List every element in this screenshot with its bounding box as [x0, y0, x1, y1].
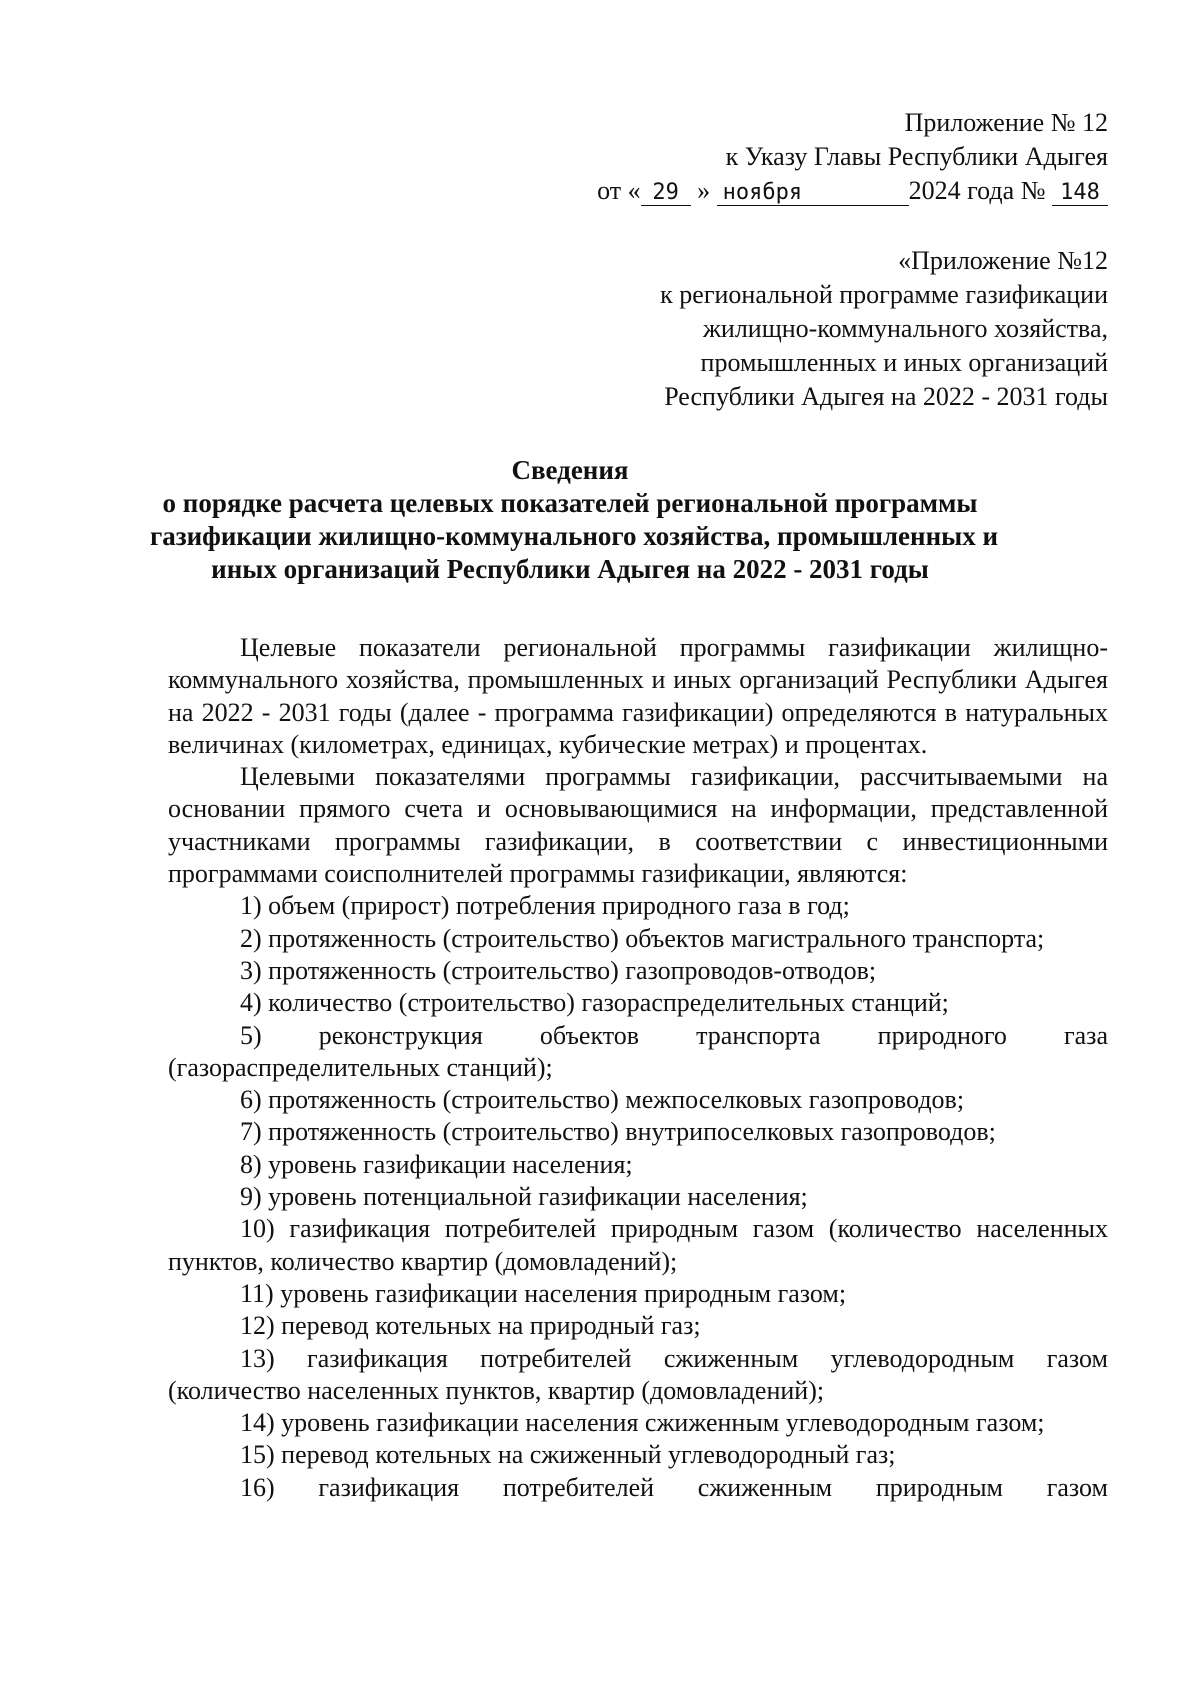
list-item: 5) реконструкция объектов транспорта природного газа (газораспределительных станций);: [168, 1020, 1108, 1082]
program-ref-line-4: промышленных и иных организаций: [700, 348, 1108, 377]
paragraph-indicators: Целевыми показателями программы газификации, рассчитываемыми на основании прямого счета и основывающимися на информации, представленной участниками программы газификации, в соответствии с инвестиционными программами соисполнителей программы газификации, являются:: [168, 762, 1108, 889]
program-ref-line-1: «Приложение №12: [898, 246, 1108, 275]
appendix-header: [597, 106, 1108, 208]
list-item: 2) протяженность (строительство) объектов магистрального транспорта;: [240, 923, 1045, 953]
list-item: 16) газификация потребителей сжиженным природным газом: [240, 1472, 1108, 1502]
list-item: 10) газификация потребителей природным газом (количество населенных пунктов, количество квартир (домовладений);: [168, 1214, 1108, 1276]
year-label: 2024 года №: [908, 176, 1046, 205]
list-item: 6) протяженность (строительство) межпоселковых газопроводов;: [240, 1085, 965, 1115]
list-item: 9) уровень потенциальной газификации населения;: [240, 1182, 808, 1212]
handwritten-month: ноября: [717, 181, 909, 206]
title-line-2: о порядке расчета целевых показателей региональной программы: [162, 488, 978, 518]
decree-date-line: [597, 174, 1108, 208]
list-item: 7) протяженность (строительство) внутрипоселковых газопроводов;: [240, 1117, 996, 1147]
list-item: 8) уровень газификации населения;: [240, 1149, 633, 1179]
document-title: [150, 454, 999, 586]
list-item: 1) объем (прирост) потребления природного газа в год;: [240, 891, 850, 921]
list-item: 14) уровень газификации населения сжиженным углеводородным газом;: [240, 1408, 1045, 1438]
program-ref-line-5: Республики Адыгея на 2022 - 2031 годы: [664, 382, 1108, 411]
list-item: 11) уровень газификации населения природным газом;: [240, 1278, 847, 1308]
paragraph-intro: Целевые показатели региональной программы газификации жилищно-коммунального хозяйства, промышленных и иных организаций Республики Адыгея на 2022 - 2031 годы (далее - программа газификации) определяются в натуральных величинах (километрах, единицах, кубические метрах) и процентах.: [168, 633, 1108, 759]
decree-reference: к Указу Главы Республики Адыгея: [725, 142, 1108, 171]
date-mid: »: [697, 176, 711, 205]
program-ref-line-3: жилищно-коммунального хозяйства,: [702, 314, 1108, 343]
title-line-1: Сведения: [511, 455, 629, 485]
program-reference: [660, 244, 1108, 414]
program-ref-line-2: к региональной программе газификации: [660, 280, 1108, 309]
list-item: 3) протяженность (строительство) газопроводов-отводов;: [240, 955, 877, 985]
handwritten-number: 148: [1052, 181, 1108, 206]
document-body: [168, 632, 1108, 1504]
title-line-4: иных организаций Республики Адыгея на 2022 - 2031 годы: [211, 554, 929, 584]
date-prefix: от «: [597, 176, 641, 205]
list-item: 15) перевод котельных на сжиженный углеводородный газ;: [240, 1440, 896, 1470]
list-item: 12) перевод котельных на природный газ;: [240, 1311, 701, 1341]
list-item: 13) газификация потребителей сжиженным углеводородным газом (количество населенных пунктов, квартир (домовладений);: [168, 1343, 1108, 1405]
title-line-3: газификации жилищно-коммунального хозяйства, промышленных и: [150, 521, 999, 551]
appendix-label: Приложение № 12: [904, 108, 1108, 137]
list-item: 4) количество (строительство) газораспределительных станций;: [240, 988, 949, 1018]
handwritten-day: 29: [641, 181, 691, 206]
